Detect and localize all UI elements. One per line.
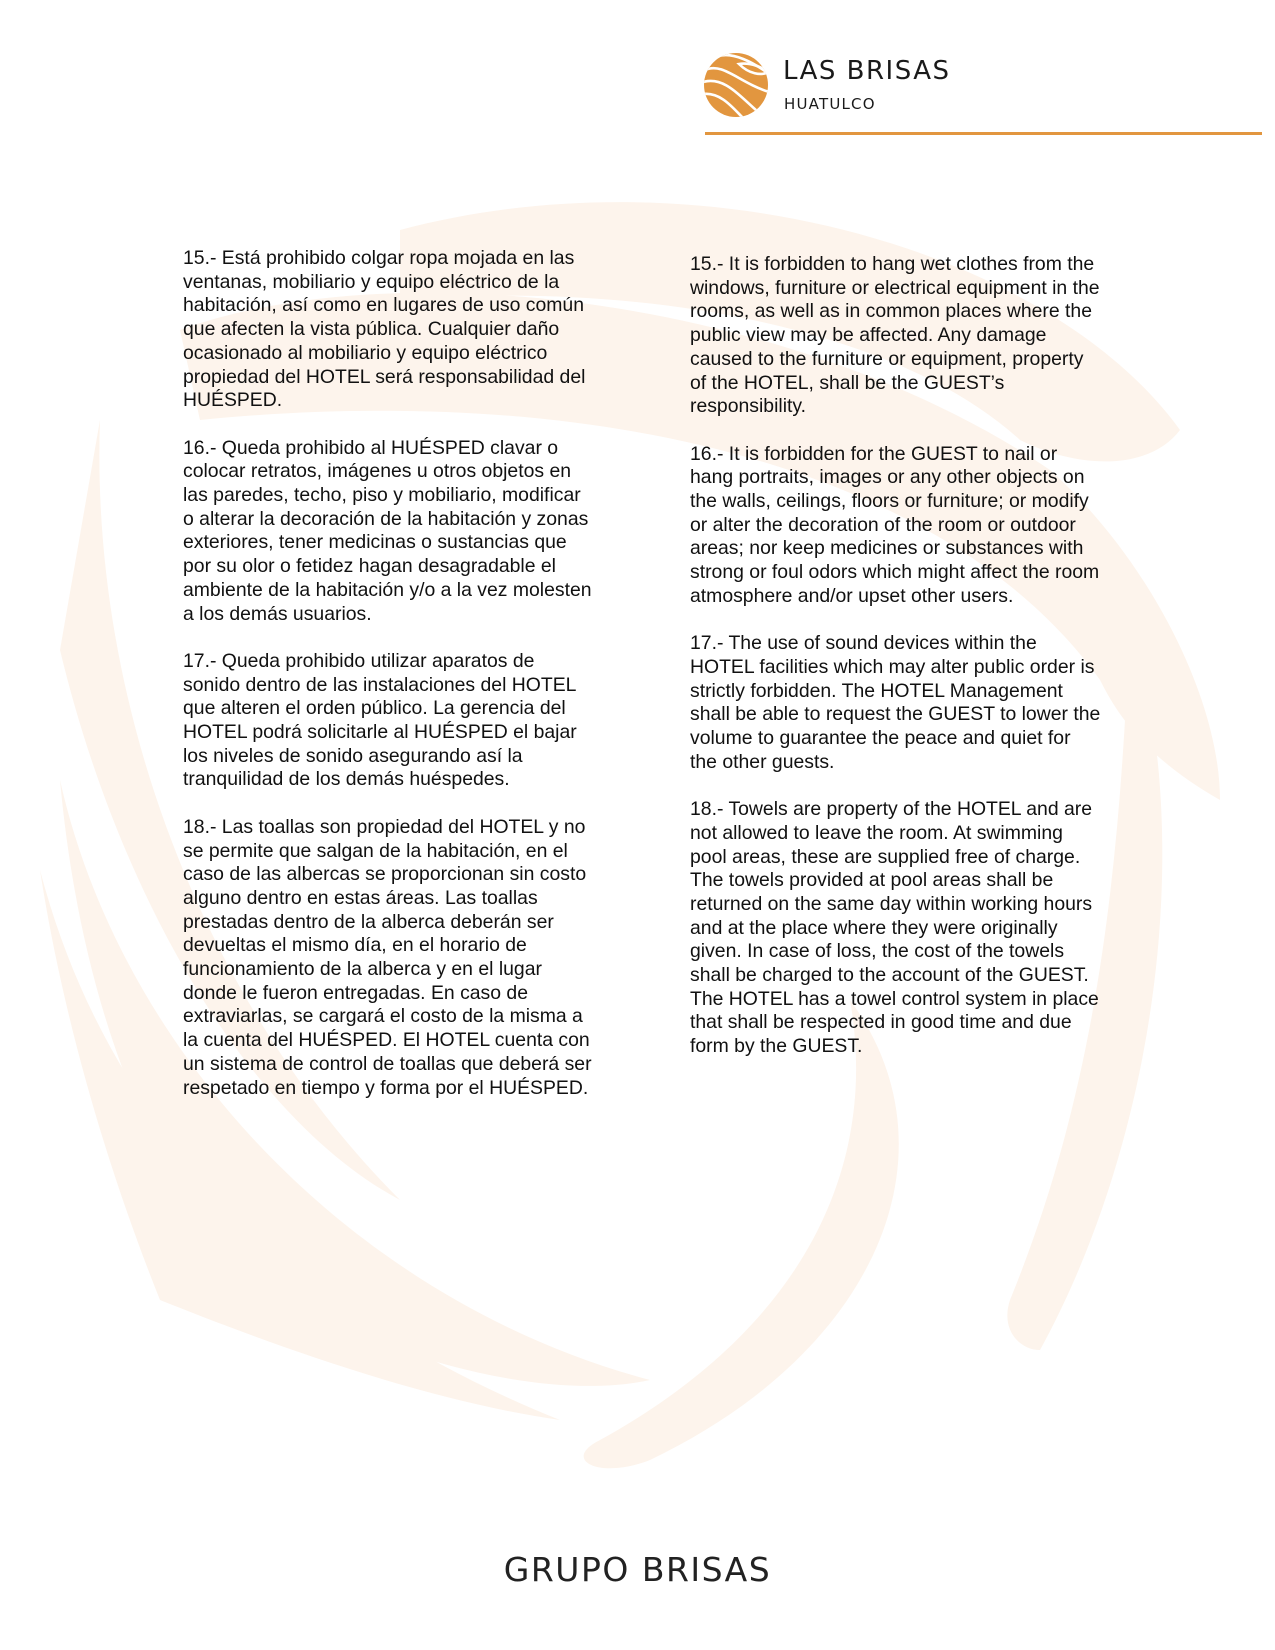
paragraph-line: the other guests. (690, 750, 835, 773)
paragraph-line: un sistema de control de toallas que deberá ser (183, 1052, 592, 1075)
las-brisas-logo-icon (703, 52, 769, 118)
brand-name: LAS BRISAS (783, 56, 951, 86)
paragraph-line: The HOTEL has a towel control system in place (690, 987, 1099, 1010)
paragraph-line: 17.- Queda prohibido utilizar aparatos de (183, 649, 535, 672)
paragraph-line: strong or foul odors which might affect the room (690, 561, 1100, 584)
paragraph-line: propiedad del HOTEL será responsabilidad del (183, 365, 586, 388)
paragraph-line: or alter the decoration of the room or outdoor (690, 513, 1076, 536)
paragraph-line: atmosphere and/or upset other users. (690, 584, 1014, 607)
paragraph-line: HOTEL podrá solicitarle al HUÉSPED el bajar (183, 721, 577, 744)
paragraph-line: responsibility. (690, 395, 807, 418)
paragraph-line: windows, furniture or electrical equipment in the (690, 276, 1100, 299)
paragraph-line: hang portraits, images or any other objects on (690, 466, 1085, 489)
paragraph-line: caso de las albercas se proporcionan sin costo (183, 863, 587, 886)
paragraph-line: alguno dentro en estas áreas. Las toallas (183, 886, 538, 909)
rule-paragraph (183, 650, 653, 792)
paragraph-line: la cuenta del HUÉSPED. El HOTEL cuenta con (183, 1029, 590, 1052)
paragraph-line: The towels provided at pool areas shall be (690, 869, 1054, 892)
paragraph-line: prestadas dentro de la alberca deberán ser (183, 910, 554, 933)
paragraph-line: 15.- Está prohibido colgar ropa mojada en las (183, 247, 575, 269)
paragraph-line: respetado en tiempo y forma por el HUÉSPED. (183, 1076, 589, 1099)
paragraph-line: given. In case of loss, the cost of the towels (690, 940, 1065, 963)
rule-paragraph (690, 632, 1160, 774)
paragraph-line: shall be able to request the GUEST to lower the (690, 703, 1101, 726)
paragraph-line: returned on the same day within working hours (690, 892, 1093, 915)
paragraph-line: tranquilidad de los demás huéspedes. (183, 768, 510, 791)
paragraph-line: 18.- Towels are property of the HOTEL and are (690, 798, 1093, 821)
paragraph-line: rooms, as well as in common places where the (690, 300, 1092, 323)
paragraph-line: extraviarlas, se cargará el costo de la misma a (183, 1005, 583, 1028)
rule-paragraph (690, 253, 1160, 419)
english-column (690, 253, 1160, 1083)
paragraph-line: colocar retratos, imágenes u otros objetos en (183, 460, 572, 483)
rule-paragraph (183, 437, 653, 627)
paragraph-line: that shall be respected in good time and due (690, 1011, 1072, 1034)
paragraph-line: 15.- It is forbidden to hang wet clothes from the (690, 253, 1095, 275)
paragraph-line: areas; nor keep medicines or substances with (690, 537, 1084, 560)
rule-paragraph (183, 247, 653, 413)
paragraph-line: ventanas, mobiliario y equipo eléctrico de la (183, 270, 560, 293)
paragraph-line: HOTEL facilities which may alter public order is (690, 655, 1095, 678)
paragraph-line: caused to the furniture or equipment, property (690, 347, 1084, 370)
paragraph-line: strictly forbidden. The HOTEL Management (690, 679, 1063, 702)
header-divider (705, 132, 1262, 135)
paragraph-line: not allowed to leave the room. At swimming (690, 821, 1063, 844)
paragraph-line: 17.- The use of sound devices within the (690, 632, 1037, 655)
paragraph-line: por su olor o fetidez hagan desagradable el (183, 555, 556, 578)
paragraph-line: volume to guarantee the peace and quiet for (690, 727, 1071, 750)
paragraph-line: a los demás usuarios. (183, 602, 372, 625)
paragraph-line: que afecten la vista pública. Cualquier daño (183, 318, 560, 341)
paragraph-line: sonido dentro de las instalaciones del HOTEL (183, 673, 577, 696)
paragraph-line: of the HOTEL, shall be the GUEST’s (690, 371, 1005, 394)
paragraph-line: form by the GUEST. (690, 1035, 863, 1058)
footer-brand: GRUPO BRISAS (503, 1550, 772, 1589)
rule-paragraph (690, 443, 1160, 609)
paragraph-line: se permite que salgan de la habitación, en el (183, 839, 568, 862)
paragraph-line: and at the place where they were originally (690, 916, 1058, 939)
paragraph-line: donde le fueron entregadas. En caso de (183, 981, 528, 1004)
paragraph-line: 16.- It is forbidden for the GUEST to nail or (690, 442, 1058, 465)
paragraph-line: ocasionado al mobiliario y equipo eléctrico (183, 341, 548, 364)
paragraph-line: pool areas, these are supplied free of charge. (690, 845, 1081, 868)
rule-paragraph (183, 816, 653, 1100)
paragraph-line: shall be charged to the account of the GUEST. (690, 964, 1089, 987)
paragraph-line: o alterar la decoración de la habitación y zonas (183, 507, 589, 530)
paragraph-line: 18.- Las toallas son propiedad del HOTEL y no (183, 815, 586, 838)
paragraph-line: public view may be affected. Any damage (690, 324, 1047, 347)
paragraph-line: ambiente de la habitación y/o a la vez molesten (183, 578, 592, 601)
spanish-column (183, 247, 653, 1124)
paragraph-line: que alteren el orden público. La gerencia del (183, 697, 566, 720)
paragraph-line: habitación, así como en lugares de uso común (183, 294, 584, 317)
paragraph-line: devueltas el mismo día, en el horario de (183, 934, 527, 957)
paragraph-line: funcionamiento de la alberca y en el lugar (183, 958, 542, 981)
paragraph-line: the walls, ceilings, floors or furniture; or modify (690, 490, 1089, 513)
paragraph-line: exteriores, tener medicinas o sustancias que (183, 531, 567, 554)
paragraph-line: las paredes, techo, piso y mobiliario, modificar (183, 484, 581, 507)
paragraph-line: HUÉSPED. (183, 389, 283, 412)
paragraph-line: 16.- Queda prohibido al HUÉSPED clavar o (183, 436, 559, 459)
paragraph-line: los niveles de sonido asegurando así la (183, 744, 523, 767)
brand-location: HUATULCO (784, 95, 876, 113)
rule-paragraph (690, 798, 1160, 1059)
